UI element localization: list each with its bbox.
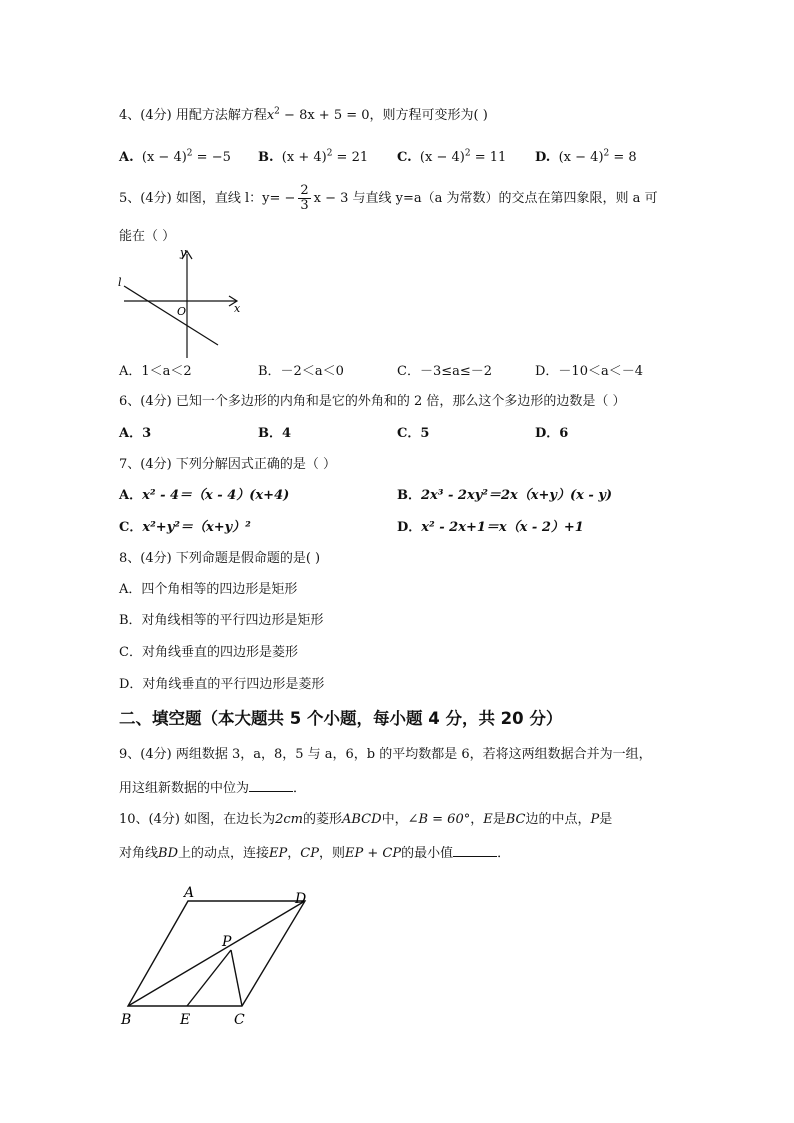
q4-eq-b: − 8x + 5 = 0 <box>279 108 370 123</box>
q4-option-b[interactable]: B. $(x + 4)^2 = 21$ <box>258 148 369 165</box>
q7-option-c[interactable]: C．x²+y²＝（x+y）² <box>119 520 251 535</box>
q5-stem: 5、(4分) 如图，直线 l：y= − $\frac{2}{3}$ x − 3 与直线 y=a（a 为常数）的交点在第四象限，则 a 可 <box>119 183 658 213</box>
q5-option-b[interactable]: B．－2＜a＜0 <box>258 364 344 379</box>
q7-option-a[interactable]: A．x² - 4＝（x - 4）(x+4) <box>119 488 290 503</box>
q10-line1: 10、(4分) 如图，在边长为2cm的菱形ABCD中，∠B = 60°，E是BC边的中点，P是 <box>119 812 613 827</box>
q8-stem: 8、(4分) 下列命题是假命题的是( ) <box>119 551 321 566</box>
label-c: C <box>234 1012 245 1028</box>
q9-line2: 用这组新数据的中位为 ． <box>119 778 306 798</box>
q10-answer-blank[interactable] <box>453 843 497 857</box>
y-axis-label: y <box>180 246 187 259</box>
q6-option-a[interactable]: A．3 <box>119 426 152 441</box>
diagonal-bd <box>128 901 305 1006</box>
q8-option-c[interactable]: C．对角线垂直的四边形是菱形 <box>119 645 298 660</box>
line-l-label: l <box>118 276 122 289</box>
q9-line1: 9、(4分) 两组数据 3，a，8，5 与 a，6，b 的平均数都是 6，若将这两组数据合并为一组， <box>119 747 652 762</box>
q10-line2: 对角线BD上的动点，连接EP，CP，则EP + CP的最小值 ． <box>119 843 510 863</box>
label-b: B <box>121 1012 132 1028</box>
q6-option-b[interactable]: B．4 <box>258 426 292 441</box>
q4-eq-a: x <box>266 108 275 123</box>
section-title: 二、填空题（本大题共 5 个小题，每小题 4 分，共 20 分） <box>119 709 563 728</box>
q4-option-c[interactable]: C. $(x - 4)^2 = 11$ <box>397 148 507 165</box>
q7-option-d[interactable]: D．x² - 2x+1＝x（x - 2）+1 <box>397 520 584 535</box>
q7-option-b[interactable]: B．2x³ - 2xy²＝2x（x+y）(x - y) <box>397 488 613 503</box>
q5-option-c[interactable]: C．－3≤a≤－2 <box>397 364 493 379</box>
x-axis-label: x <box>234 302 241 315</box>
label-a: A <box>184 885 195 901</box>
q9-answer-blank[interactable] <box>249 778 293 792</box>
q8-option-a[interactable]: A．四个角相等的四边形是矩形 <box>119 582 298 597</box>
label-e: E <box>180 1012 191 1028</box>
q8-option-b[interactable]: B．对角线相等的平行四边形是矩形 <box>119 613 324 628</box>
label-p: P <box>222 934 232 950</box>
origin-label: O <box>177 305 187 318</box>
q4-stem-b: ，则方程可变形为( ) <box>369 108 488 123</box>
line-l <box>124 286 218 345</box>
q4-option-a[interactable]: A. $(x - 4)^2 = -5$ <box>119 148 231 165</box>
q5-option-a[interactable]: A．1＜a＜2 <box>119 364 192 379</box>
q4-eq-exp: 2 <box>274 106 280 117</box>
q7-stem: 7、(4分) 下列分解因式正确的是（ ） <box>119 457 336 472</box>
label-d: D <box>295 891 307 907</box>
q4-stem <box>119 107 488 125</box>
q4-stem-a: 4、(4分) 用配方法解方程 <box>119 108 267 123</box>
q4-option-d[interactable]: D. $(x - 4)^2 = 8$ <box>535 148 637 165</box>
q5-option-d[interactable]: D．－10＜a＜－4 <box>535 364 643 379</box>
q5-stem-line2: 能在（ ） <box>119 229 176 244</box>
q6-stem: 6、(4分) 已知一个多边形的内角和是它的外角和的 2 倍，那么这个多边形的边数是（ ） <box>119 394 626 409</box>
segment-cp <box>231 950 242 1006</box>
q5-fraction: $\frac{2}{3}$ <box>300 183 309 213</box>
q10-figure <box>118 884 318 1028</box>
q8-option-d[interactable]: D．对角线垂直的平行四边形是菱形 <box>119 677 325 692</box>
q6-option-d[interactable]: D．6 <box>535 426 569 441</box>
q6-option-c[interactable]: C．5 <box>397 426 430 441</box>
q5-figure <box>112 246 247 360</box>
